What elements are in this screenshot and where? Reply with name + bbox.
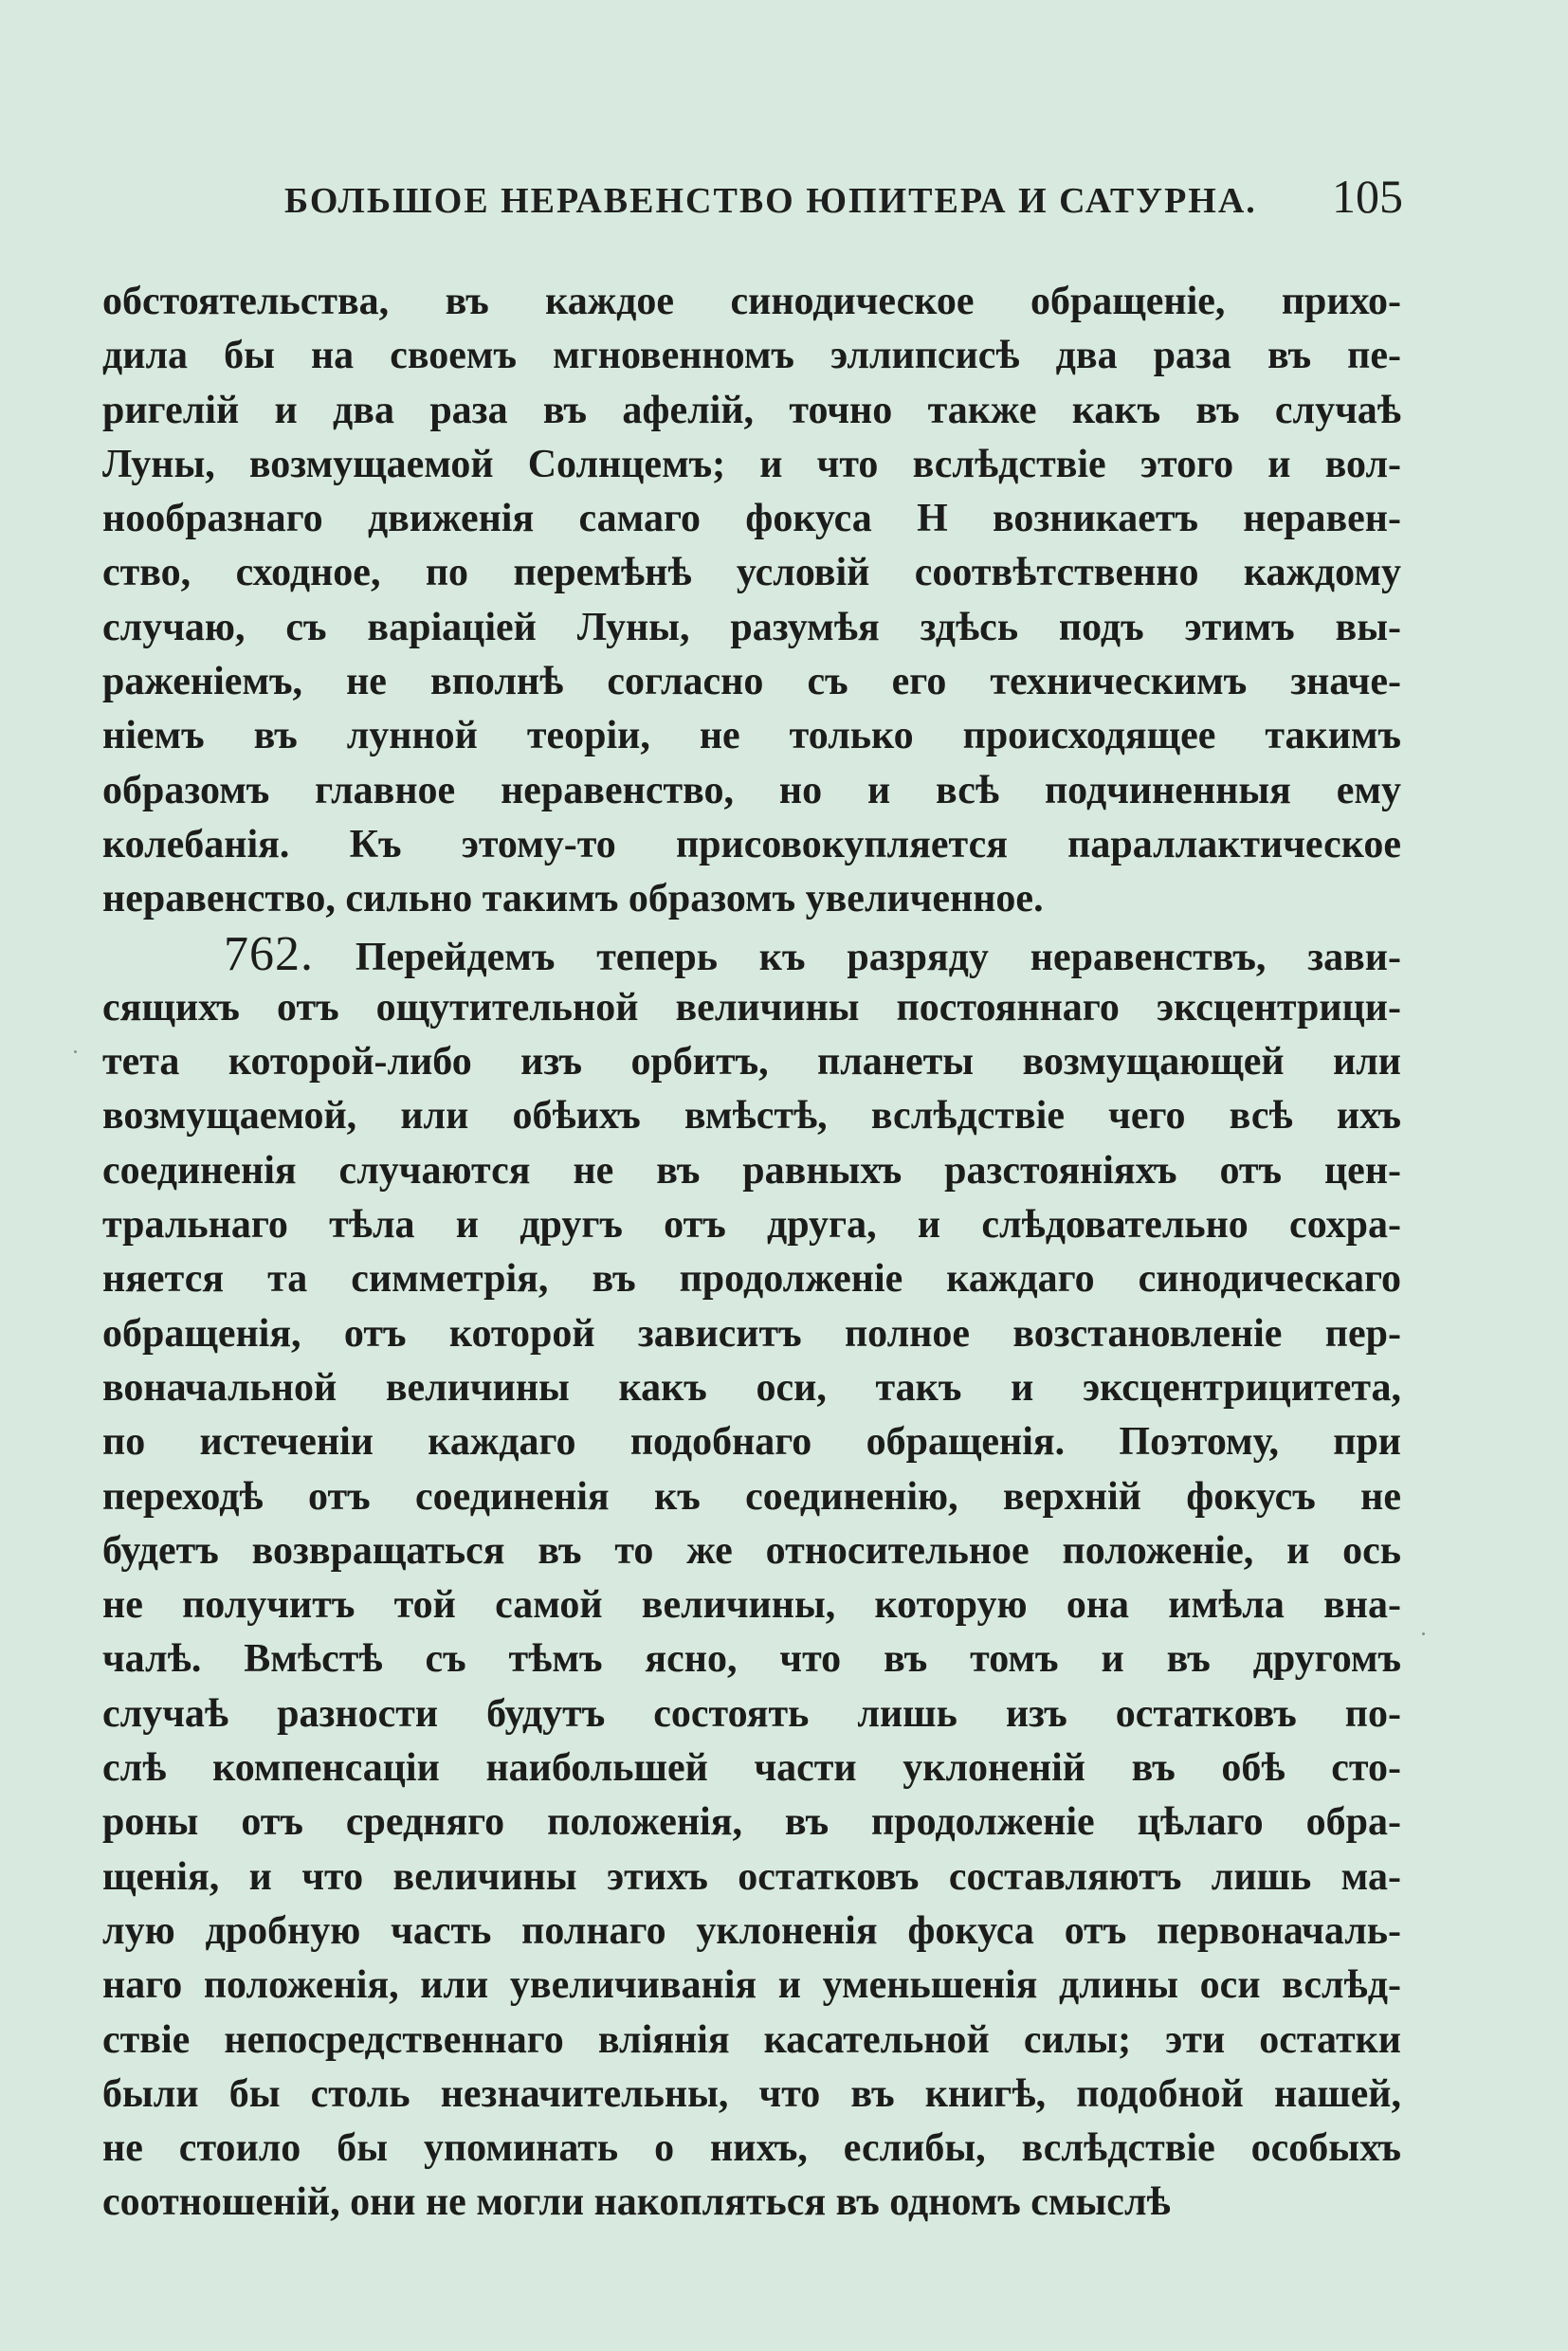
paragraph-number: 762. (224, 926, 314, 981)
text-line: дила бы на своемъ мгновенномъ эллипсисѣ два раза въ пе- (102, 334, 1401, 378)
text-line: воначальной величины какъ оси, такъ и эксцентрицитета, (102, 1365, 1401, 1410)
print-speck (74, 1050, 77, 1053)
text-line: чалѣ. Вмѣстѣ съ тѣмъ ясно, что въ томъ и въ другомъ (102, 1637, 1401, 1682)
text-line: тральнаго тѣла и другъ отъ друга, и слѣдовательно сохра- (102, 1203, 1401, 1248)
text-line: ригелій и два раза въ афелій, точно также какъ въ случаѣ (102, 388, 1401, 432)
text-line: не стоило бы упоминать о нихъ, еслибы, вслѣдствіе особыхъ (102, 2126, 1401, 2171)
page-header (284, 169, 1403, 226)
text-line: ніемъ въ лунной теоріи, не только происходящее такимъ (102, 714, 1401, 758)
text-line: наго положенія, или увеличиванія и уменьшенія длины оси вслѣд- (102, 1963, 1401, 2008)
text-line: обращенія, отъ которой зависитъ полное возстановленіе пер- (102, 1311, 1401, 1356)
text-line: нообразнаго движенія самаго фокуса H возникаетъ неравен- (102, 497, 1401, 541)
page-number: 105 (1332, 170, 1403, 223)
running-head: БОЛЬШОЕ НЕРАВЕНСТВО ЮПИТЕРА И САТУРНА. (284, 181, 1257, 221)
text-line: колебанія. Къ этому-то присовокупляется параллактическое (102, 822, 1401, 866)
print-speck (1422, 1632, 1425, 1635)
text-line: тета которой-либо изъ орбитъ, планеты возмущающей или (102, 1040, 1401, 1084)
text-line: были бы столь незначительны, что въ книгѣ, подобной нашей, (102, 2071, 1401, 2116)
text-line: неравенство, сильно такимъ образомъ увеличенное. (102, 877, 1044, 921)
text-line: случаю, съ варіаціей Луны, разумѣя здѣсь подъ этимъ вы- (102, 605, 1401, 649)
text-line: образомъ главное неравенство, но и всѣ подчиненныя ему (102, 768, 1401, 812)
text-line: ство, сходное, по перемѣнѣ условій соотвѣтственно каждому (102, 551, 1401, 595)
paragraph-first-line (102, 927, 1401, 981)
text-line: возмущаемой, или обѣихъ вмѣстѣ, вслѣдствіе чего всѣ ихъ (102, 1094, 1401, 1139)
paragraph-1 (102, 275, 1401, 927)
text-line: соединенія случаются не въ равныхъ разстояніяхъ отъ цен- (102, 1148, 1401, 1193)
text-line: обстоятельства, въ каждое синодическое обращеніе, прихо- (102, 280, 1401, 323)
text-line: сящихъ отъ ощутительной величины постояннаго эксцентрици- (102, 985, 1401, 1030)
text-line: соотношеній, они не могли накопляться въ одномъ смыслѣ (102, 2180, 1171, 2225)
text-line: ствіе непосредственнаго вліянія касательной силы; эти остатки (102, 2017, 1401, 2062)
text-line: лую дробную часть полнаго уклоненія фокуса отъ первоначаль- (102, 1908, 1401, 1953)
text-line: по истеченіи каждаго подобнаго обращенія. Поэтому, при (102, 1420, 1401, 1465)
text-line: Луны, возмущаемой Солнцемъ; и что вслѣдствіе этого и вол- (102, 442, 1401, 486)
body-text (102, 275, 1401, 2231)
text-line: будетъ возвращаться въ то же относительное положеніе, и ось (102, 1528, 1401, 1573)
first-line-text: Перейдемъ теперь къ разряду неравенствъ, зави- (355, 935, 1401, 979)
text-line: няется та симметрія, въ продолженіе каждаго синодическаго (102, 1257, 1401, 1302)
text-line: слѣ компенсаціи наибольшей части уклоненій въ обѣ сто- (102, 1746, 1401, 1791)
text-line: щенія, и что величины этихъ остатковъ составляютъ лишь ма- (102, 1854, 1401, 1899)
text-line: роны отъ средняго положенія, въ продолженіе цѣлаго обра- (102, 1800, 1401, 1845)
text-line: не получитъ той самой величины, которую она имѣла вна- (102, 1583, 1401, 1628)
paragraph-2 (102, 927, 1401, 2231)
text-line: случаѣ разности будутъ состоять лишь изъ остатковъ по- (102, 1691, 1401, 1736)
text-line: раженіемъ, не вполнѣ согласно съ его техническимъ значе- (102, 660, 1401, 704)
text-line: переходѣ отъ соединенія къ соединенію, верхній фокусъ не (102, 1474, 1401, 1519)
